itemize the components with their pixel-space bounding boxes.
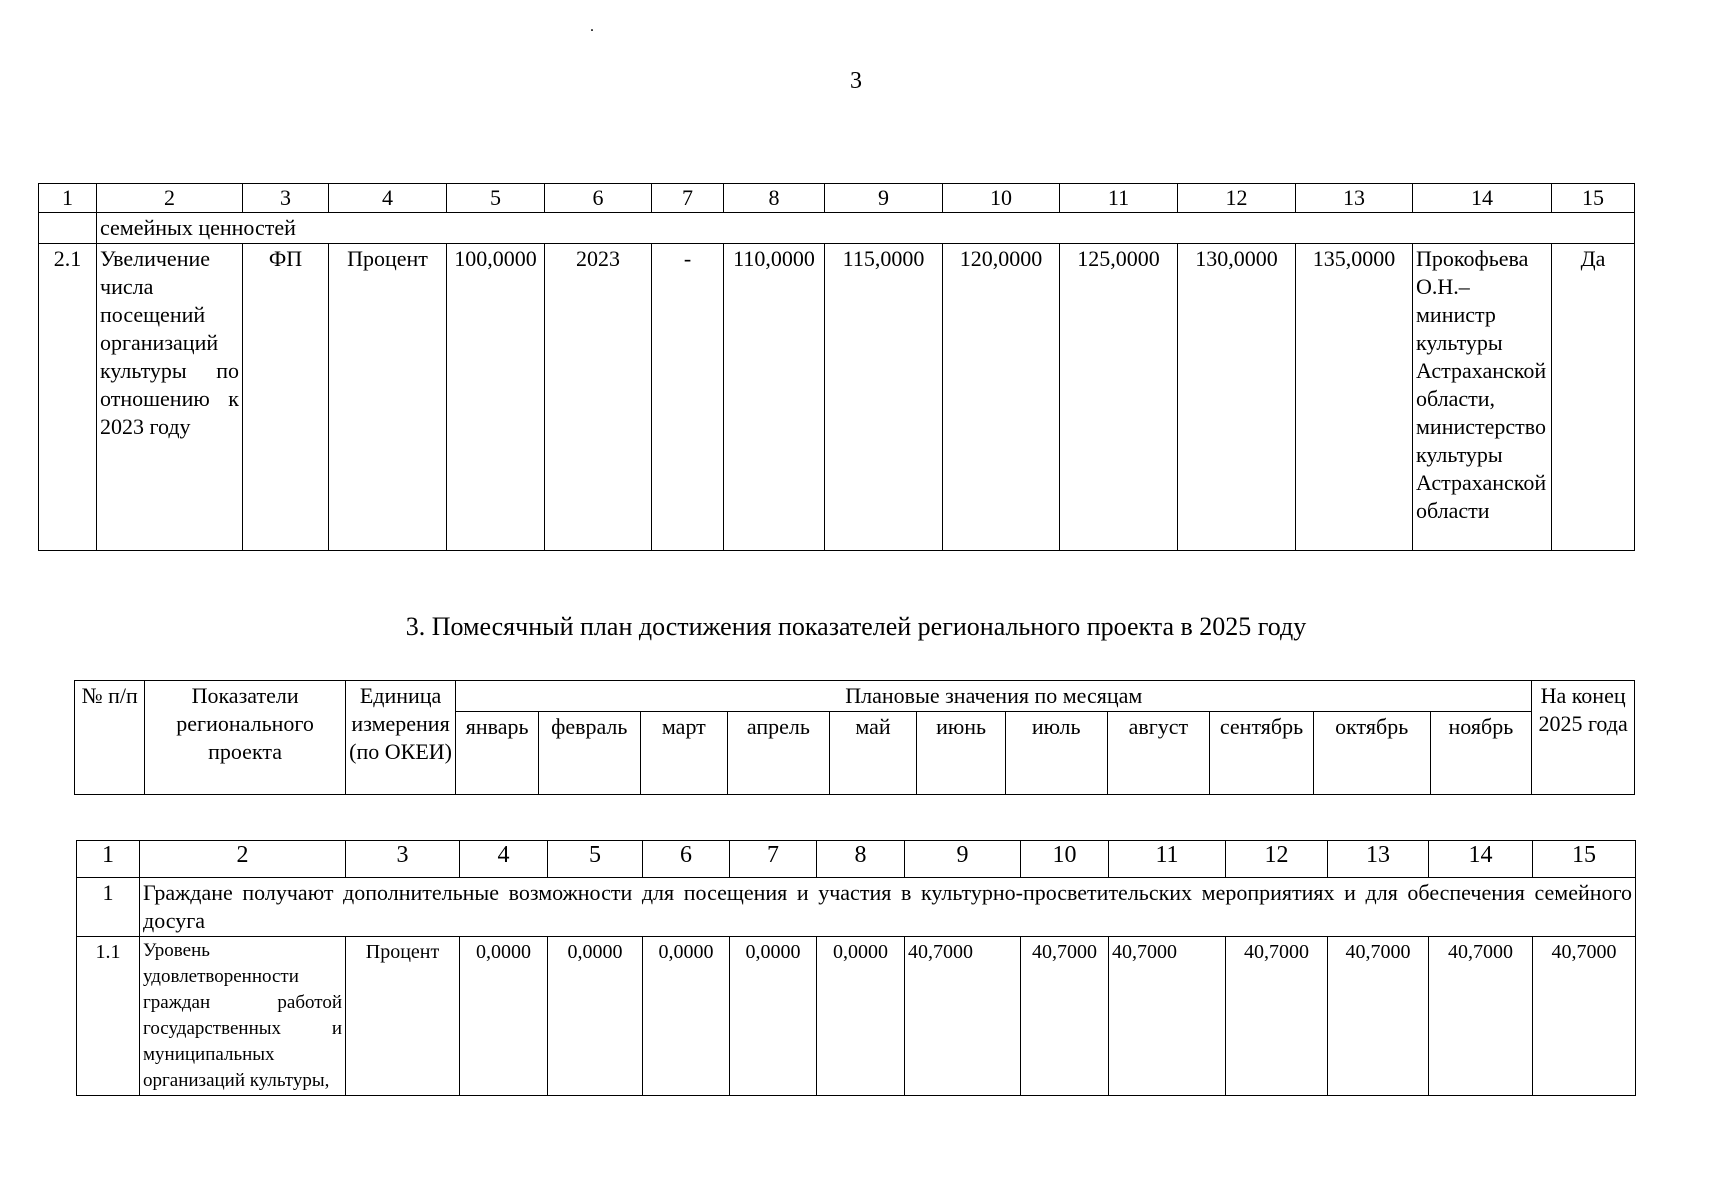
header-cell: 3 [243, 184, 329, 213]
value-cell: 40,7000 [1328, 937, 1429, 1096]
header-cell: 10 [943, 184, 1060, 213]
table-header-row [77, 841, 1636, 878]
section-row [77, 878, 1636, 937]
header-cell: 10 [1021, 841, 1109, 878]
section-row [39, 213, 1635, 244]
header-cell: 8 [817, 841, 905, 878]
header-cell: 8 [724, 184, 825, 213]
header-cell: 13 [1296, 184, 1413, 213]
header-cell: 15 [1552, 184, 1635, 213]
section-text: Граждане получают дополнительные возможности для посещения и участия в культурно-просветительских мероприятиях и для обеспечения семейного досуга [140, 878, 1636, 937]
col-unit-header: Единица измерения (по ОКЕИ) [345, 681, 456, 795]
value-cell: 0,0000 [730, 937, 817, 1096]
header-cell: 11 [1109, 841, 1226, 878]
table-row [39, 244, 1635, 551]
section-heading: 3. Помесячный план достижения показателей регионального проекта в 2025 году [405, 612, 1307, 641]
section-number: 1 [77, 878, 140, 937]
base-year: 2023 [545, 244, 652, 551]
header-cell: 2 [140, 841, 346, 878]
month-header: март [640, 712, 728, 795]
value-cell: 40,7000 [1429, 937, 1533, 1096]
header-cell: 14 [1429, 841, 1533, 878]
header-cell: 5 [447, 184, 545, 213]
header-cell: 6 [643, 841, 730, 878]
header-cell: 12 [1226, 841, 1328, 878]
header-cell: 7 [652, 184, 724, 213]
section-text: семейных ценностей [97, 213, 1635, 244]
month-header: февраль [538, 712, 640, 795]
monthly-values-group-header: Плановые значения по месяцам [456, 681, 1532, 712]
header-cell: 9 [825, 184, 943, 213]
value-cell: 120,0000 [943, 244, 1060, 551]
month-header: июнь [917, 712, 1006, 795]
header-cell: 5 [548, 841, 643, 878]
base-value: 100,0000 [447, 244, 545, 551]
value-cell: 115,0000 [825, 244, 943, 551]
top-mark: . [590, 18, 594, 35]
month-header: сентябрь [1210, 712, 1314, 795]
header-cell: 1 [77, 841, 140, 878]
flag-cell: Да [1552, 244, 1635, 551]
header-cell: 15 [1533, 841, 1636, 878]
header-cell: 4 [460, 841, 548, 878]
header-cell: 3 [346, 841, 460, 878]
value-cell: 125,0000 [1060, 244, 1178, 551]
header-cell: 6 [545, 184, 652, 213]
row-number: 1.1 [77, 937, 140, 1096]
month-header: август [1107, 712, 1210, 795]
row-number: 2.1 [39, 244, 97, 551]
header-cell: 9 [905, 841, 1021, 878]
value-cell: 0,0000 [460, 937, 548, 1096]
header-cell: 1 [39, 184, 97, 213]
col-number-header: № п/п [75, 681, 145, 795]
header-cell: 13 [1328, 841, 1429, 878]
value-cell: 0,0000 [817, 937, 905, 1096]
value-cell: 0,0000 [548, 937, 643, 1096]
indicator-level: ФП [243, 244, 329, 551]
month-header: май [829, 712, 917, 795]
header-cell: 7 [730, 841, 817, 878]
indicator-name: Увеличение числа посещений организаций культуры по отношению к 2023 году [97, 244, 243, 551]
value-cell: 0,0000 [643, 937, 730, 1096]
header-cell: 11 [1060, 184, 1178, 213]
value-cell: 40,7000 [1021, 937, 1109, 1096]
month-header: ноябрь [1430, 712, 1532, 795]
table-row [77, 937, 1636, 1096]
page-number: 3 [850, 68, 862, 94]
monthly-plan-header-table [74, 680, 1635, 795]
header-cell: 14 [1413, 184, 1552, 213]
header-cell: 2 [97, 184, 243, 213]
unit-cell: Процент [346, 937, 460, 1096]
month-header: январь [456, 712, 539, 795]
month-header: июль [1005, 712, 1107, 795]
value-cell: 40,7000 [1226, 937, 1328, 1096]
col-indicator-header: Показатели регионального проекта [145, 681, 345, 795]
indicators-table-continued [38, 183, 1635, 551]
monthly-plan-table [76, 840, 1636, 1096]
value-cell: 40,7000 [905, 937, 1021, 1096]
value-cell: 130,0000 [1178, 244, 1296, 551]
value-cell: 135,0000 [1296, 244, 1413, 551]
responsible-person: Прокофьева О.Н.– министр культуры Астраханской области, министерство культуры Астраханской области [1413, 244, 1552, 551]
col-year-end-header: На конец 2025 года [1532, 681, 1635, 795]
table-header-row [39, 184, 1635, 213]
month-header: апрель [728, 712, 830, 795]
header-cell: 12 [1178, 184, 1296, 213]
indicator-name: Уровень удовлетворенности граждан работой государственных и муниципальных организаций культуры, [140, 937, 346, 1096]
unit-cell: Процент [329, 244, 447, 551]
month-header: октябрь [1313, 712, 1430, 795]
dash-cell: - [652, 244, 724, 551]
value-cell: 110,0000 [724, 244, 825, 551]
value-cell: 40,7000 [1533, 937, 1636, 1096]
value-cell: 40,7000 [1109, 937, 1226, 1096]
header-cell: 4 [329, 184, 447, 213]
